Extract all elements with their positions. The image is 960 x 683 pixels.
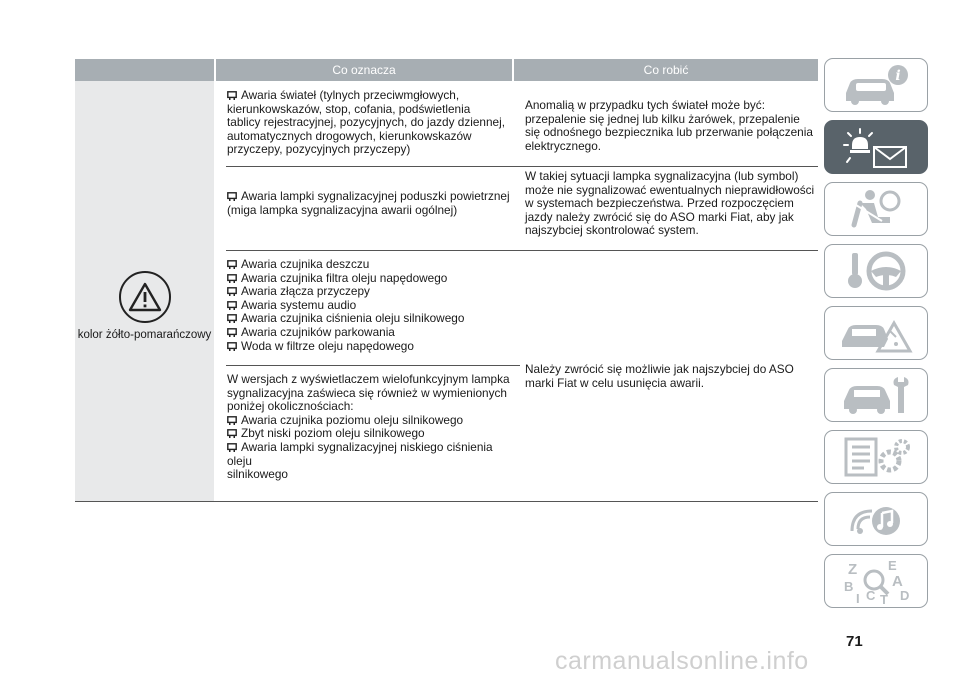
warning-lights-table [75,59,818,502]
bulb-icon [227,287,237,296]
header-blank-cell [75,59,214,81]
tab-getting-to-know[interactable] [824,58,928,112]
bulb-icon [227,443,237,452]
bulb-icon [227,260,237,269]
warning-light-message-icon [836,125,916,169]
car-info-icon [836,63,916,107]
tab-emergency[interactable] [824,306,928,360]
tab-warning-lights[interactable] [824,120,928,174]
multimedia-icon [836,497,916,541]
row3-meaning-multifunction: W wersjach z wyświetlaczem wielofunkcyjnym lampka sygnalizacyjna zaświeca się również w wymienionych poniżej okolicznościach: Awaria czujnika poziomu oleju silnikowego Zbyt niski poziom oleju silnikowego Awaria lampki sygnalizacyjnej niskiego ciśnienia oleju silnikowego [227,372,510,482]
svg-text:C: C [866,588,876,603]
tab-maintenance[interactable] [824,368,928,422]
svg-text:A: A [892,573,903,590]
table-rows [214,81,818,501]
bulb-icon [227,416,237,425]
svg-text:E: E [888,558,897,573]
row3-action: Należy zwrócić się możliwie jak najszybciej do ASO marki Fiat w celu usunięcia awarii. [525,362,794,390]
technical-data-icon [836,435,916,479]
tab-index[interactable] [824,554,928,608]
row1-action: Anomalią w przypadku tych świateł może być: przepalenie się jednej lub kilku żarówek, przepalenie się odnośnego bezpiecznika lub przerwanie połączenia elektrycznego. [525,98,813,153]
row1-meaning: Awaria świateł (tylnych przeciwmgłowych, kierunkowskazów, stop, cofania, podświetlenia tablicy rejestracyjnej, pozycyjnych, do jazdy dziennej, automatycznych drogowych, kierunkowskazów przyczepy, pozycyjnych przyczepy) [227,88,506,157]
bulb-icon [227,314,237,323]
warning-color-label: kolor żółto-pomarańczowy [77,329,212,341]
row3-meaning-list: Awaria czujnika deszczu Awaria czujnika filtra oleju napędowego Awaria złącza przyczepy Awaria systemu audio Awaria czujnika ciśnienia oleju silnikowego Awaria czujników parkowania Woda w filtrze oleju napędowego [227,258,519,353]
page-number: 71 [846,633,863,650]
airbag-seatbelt-icon [836,187,916,231]
car-maintenance-icon [836,373,916,417]
bulb-icon [227,301,237,310]
bulb-icon [227,429,237,438]
svg-text:D: D [900,588,910,603]
bulb-icon [227,192,237,201]
row-divider [226,166,818,167]
bulb-icon [227,342,237,351]
svg-text:I: I [856,591,860,604]
bulb-icon [227,274,237,283]
header-action: Co robić [514,59,818,81]
tab-multimedia[interactable] [824,492,928,546]
row2-meaning: Awaria lampki sygnalizacyjnej poduszki powietrznej (miga lampka sygnalizacyjna awarii ogólnej) [227,189,510,217]
watermark: carmanualsonline.info [555,647,809,675]
svg-text:T: T [880,592,888,604]
svg-text:B: B [844,579,854,594]
bulb-icon [227,91,237,100]
key-steering-wheel-icon [836,249,916,293]
row2-action: W takiej sytuacji lampka sygnalizacyjna (lub symbol) może nie sygnalizować ewentualnych nieprawidłowości w systemach bezpieczeństwa. Przed rozpoczęciem jazdy należy zwrócić się do ASO marki Fiat, aby jak najszybciej skontrolować system. [525,169,815,238]
warning-color-cell [75,81,214,501]
tab-technical-data[interactable] [824,430,928,484]
info-letter: i [895,68,901,84]
row-divider [226,250,818,251]
tab-safety[interactable] [824,182,928,236]
tab-starting-driving[interactable] [824,244,928,298]
general-warning-icon [119,271,171,323]
table-body [75,81,818,502]
header-meaning: Co oznacza [216,59,512,81]
sub-row-divider [226,365,520,366]
bulb-icon [227,328,237,337]
table-header [75,59,818,81]
index-icon [836,558,916,604]
svg-text:Z: Z [848,561,858,578]
emergency-icon [836,311,916,355]
